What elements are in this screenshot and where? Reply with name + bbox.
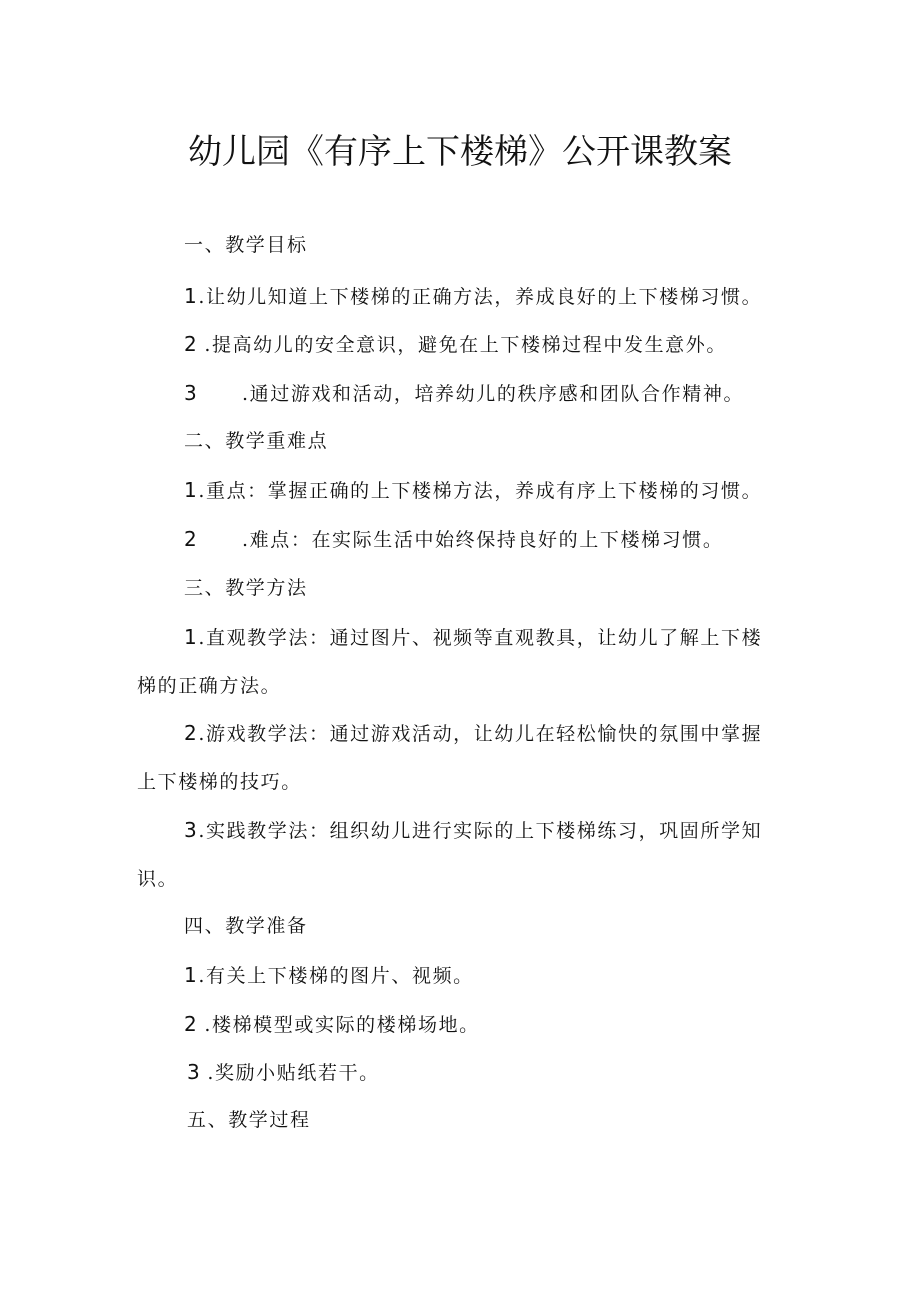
item-number: 3	[184, 818, 199, 842]
section-heading-1: 一、教学目标	[184, 234, 308, 256]
item-number: 2	[184, 721, 199, 745]
item-number: 1	[184, 478, 199, 502]
section-heading-3: 三、教学方法	[184, 577, 308, 599]
list-item	[184, 476, 762, 505]
item-number: 1	[184, 284, 199, 308]
list-item	[184, 623, 762, 652]
list-item	[184, 961, 474, 990]
list-item	[184, 379, 744, 408]
item-number: 3	[187, 1060, 202, 1084]
item-number: 2	[184, 1012, 199, 1036]
section-heading-5: 五、教学过程	[187, 1109, 311, 1131]
item-text: .楼梯模型或实际的楼梯场地。	[204, 1014, 480, 1036]
item-number: 1	[184, 963, 199, 987]
item-text: .奖励小贴纸若干。	[207, 1062, 380, 1084]
item-text: .让幼儿知道上下楼梯的正确方法，养成良好的上下楼梯习惯。	[198, 286, 763, 308]
item-text: .有关上下楼梯的图片、视频。	[198, 965, 474, 987]
item-text: .实践教学法：组织幼儿进行实际的上下楼梯练习，巩固所学知	[198, 820, 763, 842]
list-item	[184, 1010, 480, 1039]
item-text: .游戏教学法：通过游戏活动，让幼儿在轻松愉快的氛围中掌握	[198, 723, 763, 745]
list-item	[184, 816, 762, 845]
list-item-continuation: 梯的正确方法。	[137, 675, 282, 697]
list-item-continuation: 上下楼梯的技巧。	[137, 771, 302, 793]
section-heading-4: 四、教学准备	[184, 915, 308, 937]
list-item	[184, 330, 727, 359]
item-number: 1	[184, 625, 199, 649]
item-text: .直观教学法：通过图片、视频等直观教具，让幼儿了解上下楼	[198, 627, 763, 649]
item-number: 2	[184, 527, 199, 551]
item-text: .提高幼儿的安全意识，避免在上下楼梯过程中发生意外。	[204, 334, 727, 356]
document-title: 幼儿园《有序上下楼梯》公开课教案	[188, 132, 732, 172]
list-item	[184, 719, 762, 748]
item-number: 2	[184, 332, 199, 356]
item-text: .通过游戏和活动，培养幼儿的秩序感和团队合作精神。	[242, 383, 745, 405]
list-item	[187, 1058, 380, 1087]
list-item-continuation: 识。	[137, 868, 179, 890]
item-text: .重点：掌握正确的上下楼梯方法，养成有序上下楼梯的习惯。	[198, 480, 763, 502]
item-text: .难点：在实际生活中始终保持良好的上下楼梯习惯。	[242, 529, 724, 551]
list-item	[184, 525, 723, 554]
list-item	[184, 282, 762, 311]
section-heading-2: 二、教学重难点	[184, 430, 329, 452]
item-number: 3	[184, 381, 199, 405]
